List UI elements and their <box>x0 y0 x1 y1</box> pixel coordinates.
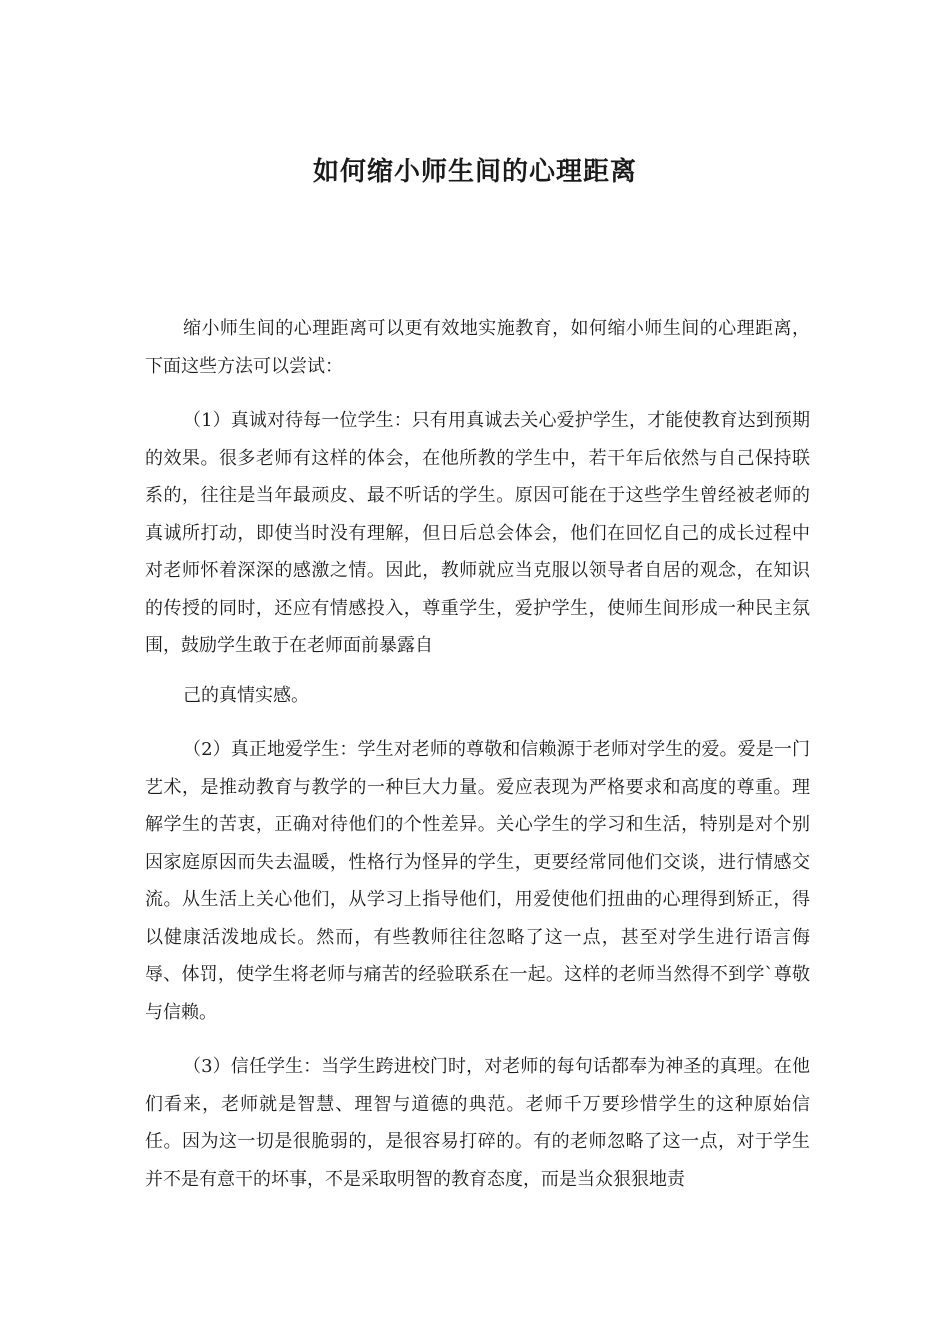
paragraph-intro: 缩小师生间的心理距离可以更有效地实施教育，如何缩小师生间的心理距离，下面这些方法可以尝试： <box>145 318 810 377</box>
document-body <box>145 310 810 1198</box>
page-title: 如何缩小师生间的心理距离 <box>312 157 637 187</box>
paragraph-point-1-continued: 己的真情实感。 <box>183 684 309 706</box>
paragraph-point-3: （3）信任学生：当学生跨进校门时，对老师的每句话都奉为神圣的真理。在他们看来，老师就是智慧、理智与道德的典范。老师千万要珍惜学生的这种原始信任。因为这一切是很脆弱的，是很容易打碎的。有的老师忽略了这一点，对于学生并不是有意干的坏事，不是采取明智的教育态度，而是当众狠狠地责 <box>145 1056 810 1190</box>
paragraph-point-1: （1）真诚对待每一位学生：只有用真诚去关心爱护学生，才能使教育达到预期的效果。很多老师有这样的体会，在他所教的学生中，若干年后依然与自己保持联系的，往往是当年最顽皮、最不听话的学生。原因可能在于这些学生曾经被老师的真诚所打动，即使当时没有理解，但日后总会体会，他们在回忆自己的成长过程中对老师怀着深深的感激之情。因此，教师就应当克服以领导者自居的观念，在知识的传授的同时，还应有情感投入，尊重学生，爱护学生，使师生间形成一种民主氛围，鼓励学生敢于在老师面前暴露自 <box>145 410 810 656</box>
paragraph-point-2: （2）真正地爱学生：学生对老师的尊敬和信赖源于老师对学生的爱。爱是一门艺术，是推动教育与教学的一种巨大力量。爱应表现为严格要求和高度的尊重。理解学生的苦衷，正确对待他们的个性差异。关心学生的学习和生活，特别是对个别因家庭原因而失去温暖，性格行为怪异的学生，更要经常同他们交谈，进行情感交流。从生活上关心他们，从学习上指导他们，用爱使他们扭曲的心理得到矫正，得以健康活泼地成长。然而，有些教师往往忽略了这一点，甚至对学生进行语言侮辱、体罚，使学生将老师与痛苦的经验联系在一起。这样的老师当然得不到学`尊敬与信赖。 <box>145 739 810 1023</box>
